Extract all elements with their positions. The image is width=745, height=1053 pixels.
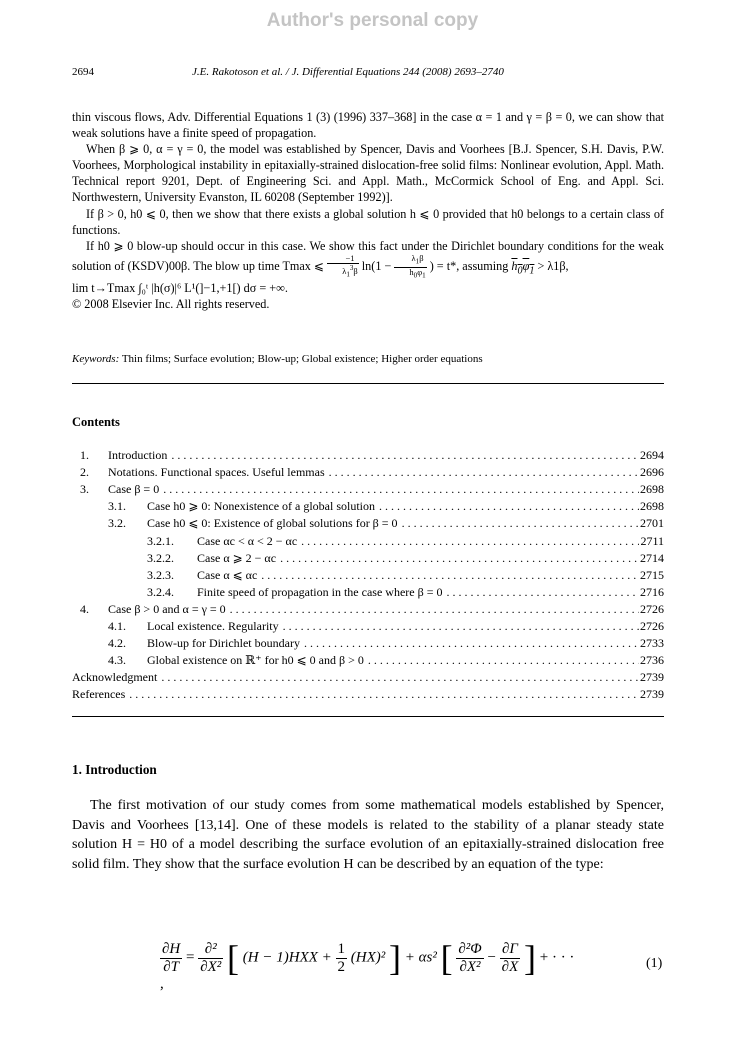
toc-entry[interactable] bbox=[72, 636, 664, 653]
toc-leader-dots bbox=[301, 534, 639, 549]
toc-entry[interactable] bbox=[72, 585, 664, 602]
equation-number: (1) bbox=[646, 956, 663, 971]
eq-bracket-open: [ bbox=[227, 938, 240, 978]
toc-page: 2726 bbox=[640, 601, 664, 616]
abstract-paragraph-3: If β > 0, h0 ⩽ 0, then we show that there exists a global solution h ⩽ 0 provided that h0 belongs to a certain class of functions. bbox=[72, 206, 664, 237]
toc-entry[interactable] bbox=[72, 499, 664, 516]
divider-bottom bbox=[72, 716, 664, 717]
toc-page: 2715 bbox=[640, 567, 664, 582]
page-number: 2694 bbox=[72, 66, 94, 78]
toc-page: 2733 bbox=[640, 636, 664, 651]
toc-leader-dots bbox=[304, 636, 639, 651]
toc-entry[interactable] bbox=[72, 568, 664, 585]
abstract-p4-part-a: If h0 ⩾ 0 blow-up should occur in this case. We show this fact under the Dirichlet boundary conditions for the weak solution of (KSDV)00β. The blow up time Tmax ⩽ bbox=[72, 238, 664, 273]
toc-title: References bbox=[72, 687, 126, 702]
toc-page: 2714 bbox=[640, 550, 664, 565]
toc-page: 2701 bbox=[640, 516, 664, 531]
toc-number: 3.2.1. bbox=[147, 533, 174, 548]
toc-title: Case h0 ⩽ 0: Existence of global solutions for β = 0 bbox=[147, 516, 398, 531]
toc-title: Case β = 0 bbox=[108, 482, 160, 497]
toc-number: 4. bbox=[80, 601, 89, 616]
toc-title: Case α ⩽ αc bbox=[197, 567, 258, 582]
keywords-label: Keywords: bbox=[72, 353, 120, 365]
toc-page: 2698 bbox=[640, 482, 664, 497]
toc-title: Case αc < α < 2 − αc bbox=[197, 533, 298, 548]
contents-title: Contents bbox=[72, 415, 120, 429]
toc-title: Case α ⩾ 2 − αc bbox=[197, 550, 277, 565]
toc-page: 2696 bbox=[640, 465, 664, 480]
eq-gamma: $\frac{\partial\Gamma}{\partial X}$ bbox=[501, 940, 519, 975]
toc-entry[interactable] bbox=[72, 534, 664, 551]
eq-lhs: $\frac{\partial H}{\partial T}$ bbox=[162, 940, 181, 975]
eq-operator: $\frac{\text{∂²}}{\text{∂X²}}$ bbox=[200, 940, 222, 975]
toc-leader-dots bbox=[283, 619, 639, 634]
toc-page: 2736 bbox=[640, 653, 664, 668]
toc-leader-dots bbox=[402, 516, 639, 531]
toc-title: Introduction bbox=[108, 448, 168, 462]
blowup-fraction-1: $\frac{-1}{\lambda_1^3\beta}$ bbox=[327, 254, 359, 280]
toc-page: 2739 bbox=[640, 670, 664, 685]
section-heading: 1. Introduction bbox=[72, 762, 157, 777]
eq-phi: $\frac{\text{∂²Φ}}{\text{∂X²}}$ bbox=[458, 940, 482, 975]
toc-leader-dots bbox=[446, 585, 639, 600]
blowup-fraction-2: $\frac{\lambda_1\beta}{h_0\varphi_1}$ bbox=[394, 254, 426, 280]
toc-entry[interactable] bbox=[72, 482, 664, 499]
toc-leader-dots bbox=[163, 482, 639, 497]
divider-top bbox=[72, 383, 664, 384]
toc-entry[interactable] bbox=[72, 516, 664, 533]
abstract-paragraph-1: thin viscous flows, Adv. Differential Equations 1 (3) (1996) 337–368] in the case α = 1 and γ = β = 0, we can show that weak solutions have a finite speed of propagation. bbox=[72, 110, 664, 141]
toc-number: 4.1. bbox=[108, 619, 126, 633]
toc-leader-dots bbox=[230, 602, 639, 617]
toc-title: Case β > 0 and α = γ = 0 bbox=[108, 601, 226, 616]
eq-tail: + · · · , bbox=[160, 949, 575, 992]
toc-page: 2716 bbox=[640, 584, 664, 599]
equation-1 bbox=[160, 940, 580, 990]
eq-bracket-close: ] bbox=[389, 938, 402, 978]
toc-entry[interactable] bbox=[72, 687, 664, 704]
toc-number: 4.3. bbox=[108, 653, 126, 668]
toc-title: Local existence. Regularity bbox=[147, 619, 279, 633]
toc-entry[interactable] bbox=[72, 448, 664, 465]
toc-page: 2711 bbox=[640, 533, 664, 548]
toc-leader-dots bbox=[129, 687, 639, 702]
toc-page: 2726 bbox=[640, 619, 664, 633]
toc-leader-dots bbox=[379, 499, 639, 514]
toc-number: 2. bbox=[80, 465, 89, 480]
toc-leader-dots bbox=[261, 568, 639, 583]
watermark: Author's personal copy bbox=[266, 10, 479, 31]
abstract-paragraph-2: When β ⩾ 0, α = γ = 0, the model was established by Spencer, Davis and Voorhees [B.J. Spencer, S.H. Davis, P.W. Voorhees, Morphological instability in epitaxially-strained dislocation-free solid films: Nonlinear evolution, Appl. Math. Technical report 9201, Dept. of Engineering Sci. and Appl. Math., McCormick School of Eng. and Appl. Sci. Northwestern, University Evanston, IL 60208 (September 1992)]. bbox=[72, 142, 664, 205]
abstract-paragraph-4 bbox=[72, 238, 664, 297]
toc-number: 3. bbox=[80, 482, 89, 497]
eq-term1: (H − 1)HXX + bbox=[242, 949, 332, 966]
toc-title: Finite speed of propagation in the case where β = 0 bbox=[197, 584, 443, 599]
toc-leader-dots bbox=[280, 551, 639, 566]
toc-title: Acknowledgment bbox=[72, 670, 158, 685]
eq-half: $\frac{1}{2}$ bbox=[337, 940, 346, 975]
keywords-text: Thin films; Surface evolution; Blow-up; Global existence; Higher order equations bbox=[121, 353, 483, 365]
toc-title: Case h0 ⩾ 0: Nonexistence of a global solution bbox=[147, 499, 376, 514]
toc-leader-dots bbox=[171, 448, 639, 463]
intro-section bbox=[72, 796, 664, 874]
abstract-p4-part-b: ln(1 − bbox=[361, 258, 392, 273]
abstract-p4-part-e: lim t→Tmax ∫₀ᵗ |h(σ)|⁶ L¹(]−1,+1[) dσ = +∞. bbox=[72, 281, 288, 296]
eq-alpha: + αs² bbox=[404, 949, 437, 966]
toc-entry[interactable] bbox=[72, 670, 664, 687]
abstract-p4-part-c: ) = t*, assuming bbox=[429, 258, 509, 273]
toc-entry[interactable] bbox=[72, 551, 664, 568]
toc-leader-dots bbox=[368, 653, 639, 668]
keywords bbox=[72, 353, 664, 365]
eq-minus: − bbox=[487, 949, 496, 966]
eq-bracket2-close: ] bbox=[523, 938, 536, 978]
intro-paragraph: The first motivation of our study comes from some mathematical models established by Spencer, Davis and Voorhees [13,14]. One of these models is related to the stability of a planar steady state solution H = H0 of a model describing the surface evolution of an epitaxially-strained dislocation free solid film. They show that the surface evolution H can be described by an equation of the type: bbox=[72, 798, 664, 872]
toc-number: 4.2. bbox=[108, 636, 126, 651]
overline-h0phi1: $h_0\varphi_1$ bbox=[511, 258, 535, 277]
toc-page: 2698 bbox=[640, 499, 664, 514]
copyright: © 2008 Elsevier Inc. All rights reserved. bbox=[72, 297, 270, 312]
toc-page: 2694 bbox=[640, 448, 664, 462]
toc-entry[interactable] bbox=[72, 653, 664, 670]
abstract-p4-part-d: > λ1β, bbox=[537, 258, 569, 273]
abstract bbox=[72, 109, 664, 312]
toc-entry[interactable] bbox=[72, 465, 664, 482]
eq-equals: = bbox=[186, 949, 195, 966]
toc-title: Global existence on ℝ⁺ for h0 ⩽ 0 and β > 0 bbox=[147, 653, 364, 668]
toc-number: 3.1. bbox=[108, 499, 126, 514]
toc-entry[interactable] bbox=[72, 602, 664, 619]
toc-entry[interactable] bbox=[72, 619, 664, 636]
toc-number: 3.2.2. bbox=[147, 550, 174, 565]
eq-term2: (HX)² bbox=[350, 949, 386, 966]
toc-page: 2739 bbox=[640, 687, 664, 702]
toc-number: 1. bbox=[80, 448, 89, 462]
toc-title: Notations. Functional spaces. Useful lemmas bbox=[108, 465, 325, 480]
toc-number: 3.2. bbox=[108, 516, 126, 531]
toc-number: 3.2.4. bbox=[147, 584, 174, 599]
eq-bracket2-open: [ bbox=[440, 938, 453, 978]
journal-line: J.E. Rakotoson et al. / J. Differential Equations 244 (2008) 2693–2740 bbox=[192, 66, 504, 78]
toc-leader-dots bbox=[329, 465, 639, 480]
toc-number: 3.2.3. bbox=[147, 567, 174, 582]
toc-title: Blow-up for Dirichlet boundary bbox=[147, 636, 300, 651]
toc-leader-dots bbox=[161, 670, 639, 685]
